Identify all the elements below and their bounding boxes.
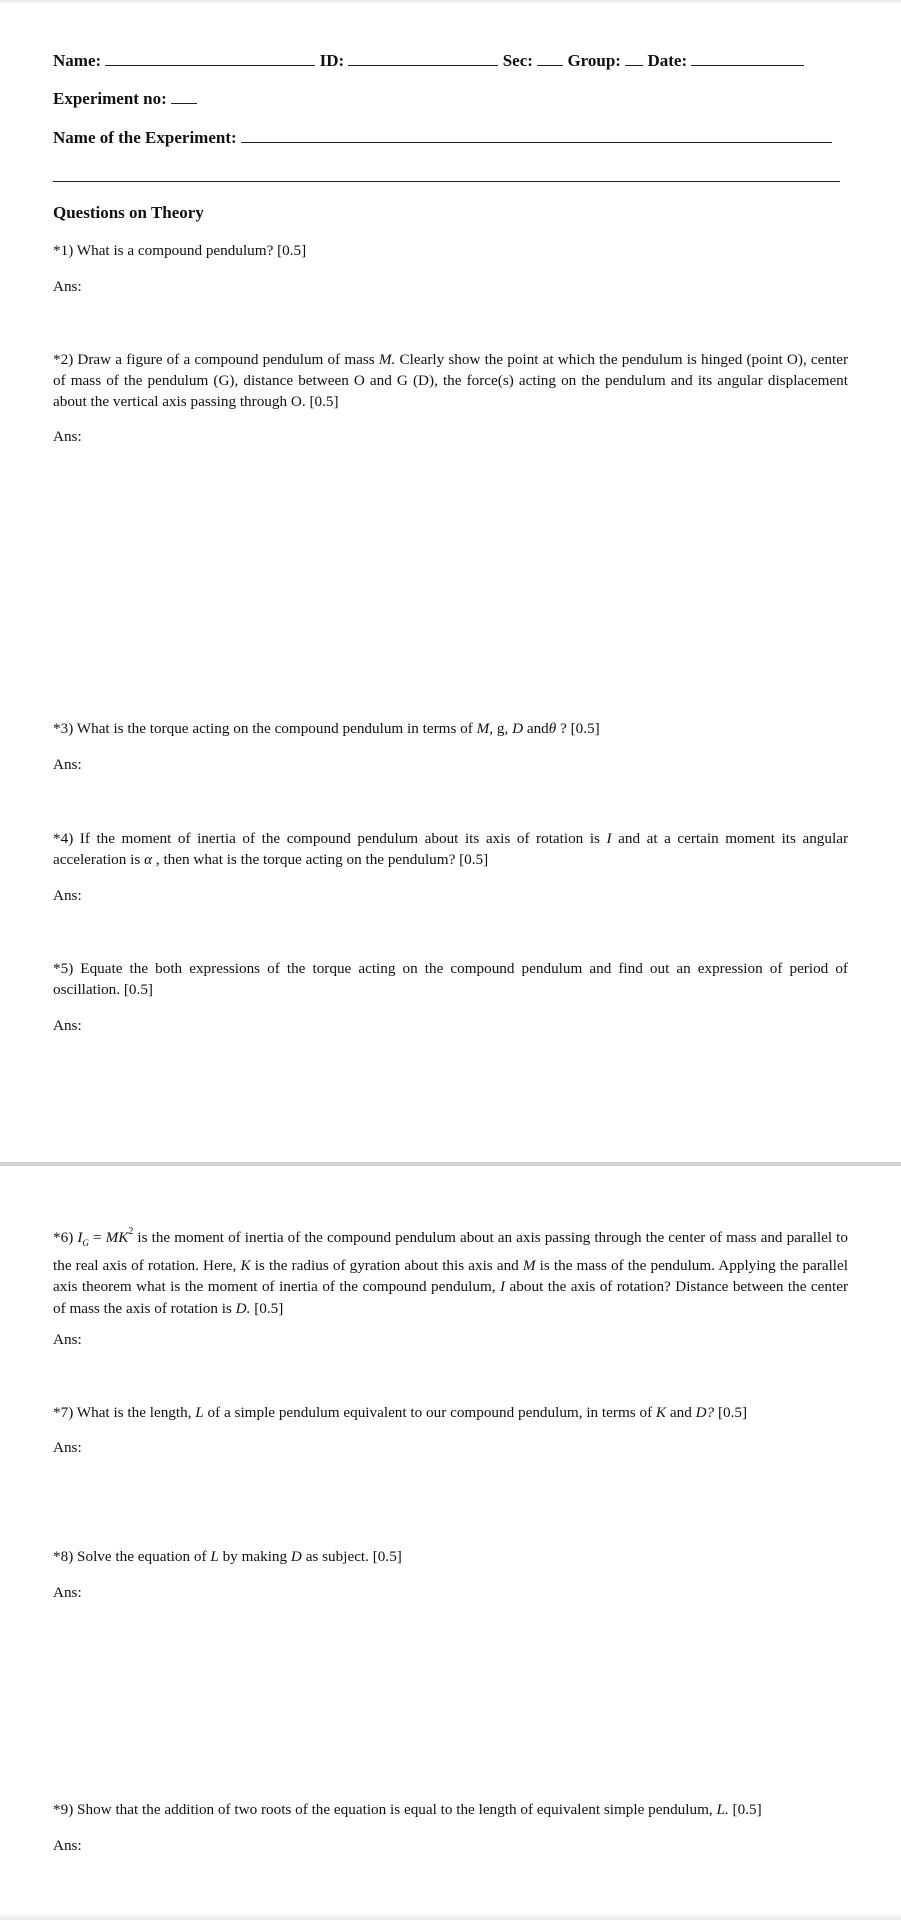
answer-label-9: Ans:	[53, 1837, 82, 1854]
experiment-no-blank[interactable]	[171, 90, 197, 104]
header-row	[53, 51, 804, 71]
experiment-name-row	[53, 128, 832, 148]
question-7: *7) What is the length, L of a simple pendulum equivalent to our compound pendulum, in terms of K and D? [0.5]	[53, 1404, 748, 1421]
group-blank[interactable]	[625, 52, 643, 66]
question-8: *8) Solve the equation of L by making D as subject. [0.5]	[53, 1548, 402, 1565]
answer-label-7: Ans:	[53, 1439, 82, 1456]
name-blank[interactable]	[105, 52, 315, 66]
id-blank[interactable]	[348, 52, 498, 66]
answer-label-6: Ans:	[53, 1331, 82, 1348]
question-3: *3) What is the torque acting on the compound pendulum in terms of M, g, D andθ ? [0.5]	[53, 720, 600, 737]
experiment-name-blank-line-2[interactable]	[53, 181, 840, 182]
answer-label-2: Ans:	[53, 428, 82, 445]
answer-label-5: Ans:	[53, 1017, 82, 1034]
group-label: Group:	[567, 51, 621, 70]
question-6: *6) $I_G = MK^2$ is the moment of inertia of the compound pendulum about an axis passing through the center of mass and parallel to the real axis of rotation. Here, K is the radius of gyration about this axis and M is the mass of the pendulum. Applying the parallel axis theorem what is the moment of inertia of the compound pendulum, I about the axis of rotation? Distance between the center of mass the axis of rotation is D. [0.5]	[53, 1226, 848, 1317]
question-4: *4) If the moment of inertia of the compound pendulum about its axis of rotation is I and at a certain moment its angular acceleration is α , then what is the torque acting on the pendulum? [0.5]	[53, 830, 849, 868]
answer-label-1: Ans:	[53, 278, 82, 295]
experiment-no-row	[53, 89, 197, 109]
date-blank[interactable]	[691, 52, 804, 66]
page-bottom-edge	[0, 1912, 901, 1920]
answer-label-8: Ans:	[53, 1584, 82, 1601]
question-5: *5) Equate the both expressions of the torque acting on the compound pendulum and find out an expression of period of oscillation. [0.5]	[53, 960, 848, 998]
experiment-name-label: Name of the Experiment:	[53, 128, 237, 147]
sec-label: Sec:	[502, 51, 533, 70]
page-separator	[0, 1162, 901, 1166]
question-9: *9) Show that the addition of two roots of the equation is equal to the length of equivalent simple pendulum, L. [0.5]	[53, 1801, 762, 1818]
id-label: ID:	[319, 51, 345, 70]
date-label: Date:	[647, 51, 688, 70]
answer-label-3: Ans:	[53, 756, 82, 773]
name-label: Name:	[53, 51, 102, 70]
question-2: *2) Draw a figure of a compound pendulum of mass M. Clearly show the point at which the pendulum is hinged (point O), center of mass of the pendulum (G), distance between O and G (D), the force(s) acting on the pendulum and its angular displacement about the vertical axis passing through O. [0.5]	[53, 351, 848, 410]
experiment-no-label: Experiment no:	[53, 89, 167, 108]
experiment-name-blank[interactable]	[241, 129, 832, 143]
section-title: Questions on Theory	[53, 203, 204, 222]
question-1: *1) What is a compound pendulum? [0.5]	[53, 242, 307, 259]
answer-label-4: Ans:	[53, 887, 82, 904]
sec-blank[interactable]	[537, 52, 563, 66]
page-top-edge	[0, 0, 901, 4]
